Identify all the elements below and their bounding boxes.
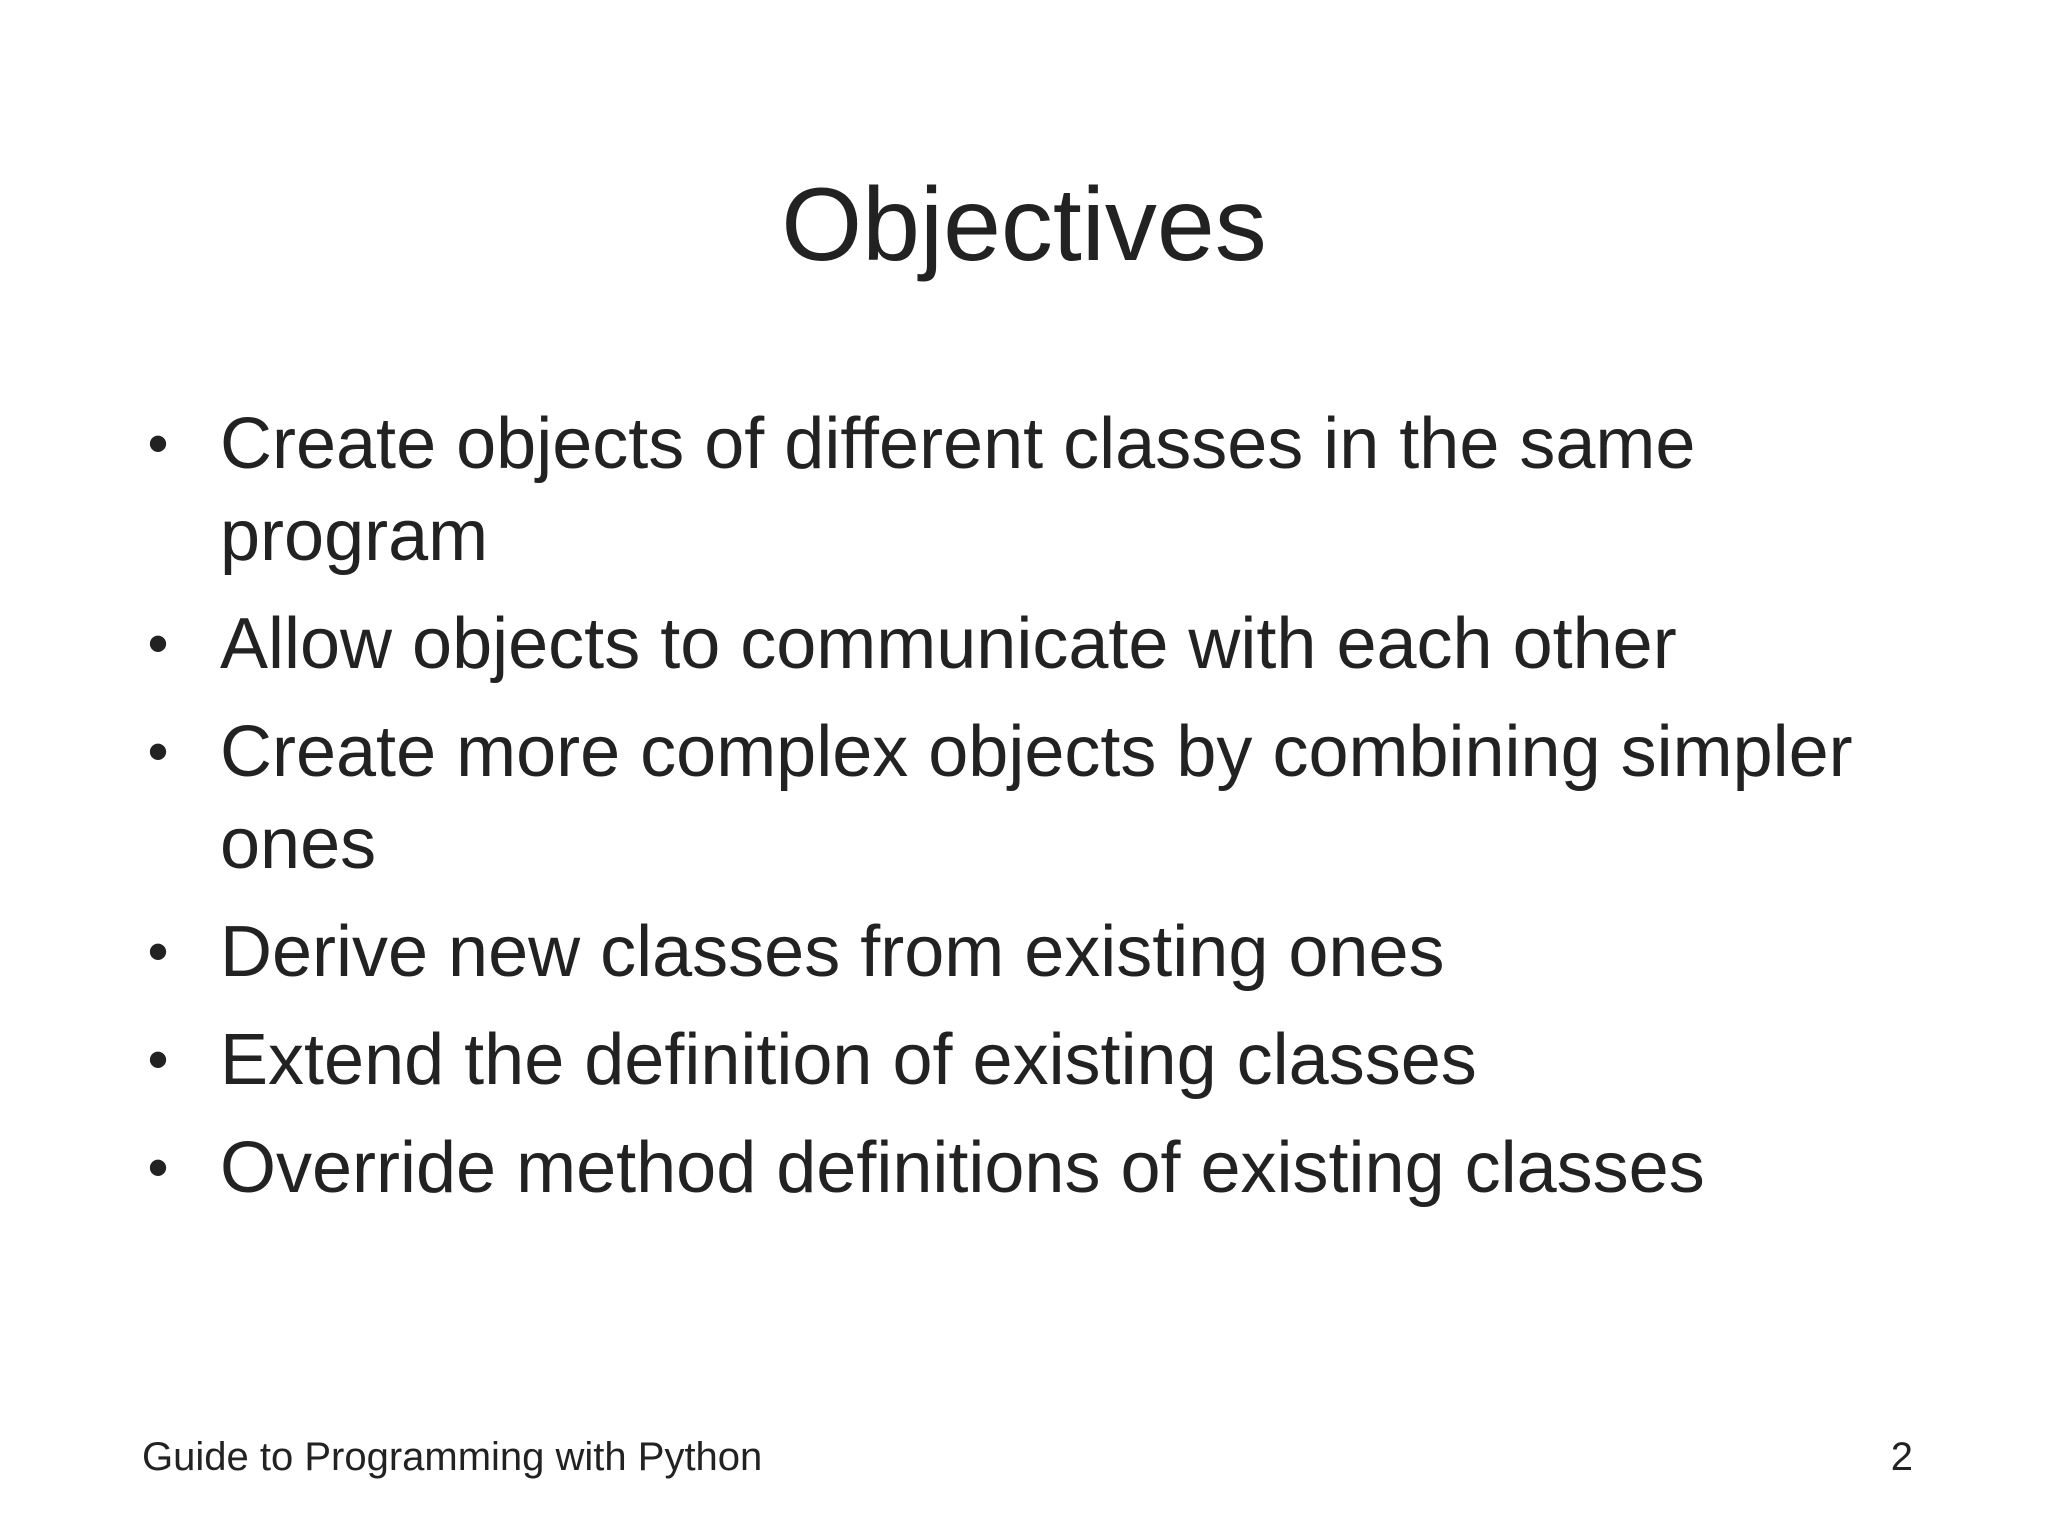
- footer-book-title: Guide to Programming with Python: [142, 1435, 763, 1479]
- bullet-item: [140, 1014, 1940, 1106]
- bullet-icon: •: [147, 918, 169, 985]
- slide-page-number: 2: [1890, 1435, 1913, 1479]
- bullet-item: [140, 706, 1940, 890]
- bullet-item: [140, 1122, 1940, 1214]
- slide-title: Objectives: [781, 167, 1267, 283]
- bullet-text: Allow objects to communicate with each other: [220, 604, 1677, 684]
- bullet-text: Create objects of different classes in the same program: [220, 404, 1696, 576]
- bullet-icon: •: [147, 1134, 169, 1201]
- bullet-icon: •: [147, 1026, 169, 1093]
- bullet-text: Derive new classes from existing ones: [220, 912, 1445, 992]
- bullet-text: Create more complex objects by combining simpler ones: [220, 712, 1853, 884]
- bullet-icon: •: [147, 610, 169, 677]
- bullet-text: Override method definitions of existing classes: [220, 1128, 1705, 1208]
- bullet-item: [140, 598, 1940, 690]
- bullet-item: [140, 906, 1940, 998]
- bullet-icon: •: [147, 410, 169, 477]
- bullet-item: [140, 398, 1940, 582]
- bullet-list: [140, 398, 1940, 1230]
- bullet-text: Extend the definition of existing classes: [220, 1020, 1477, 1100]
- bullet-icon: •: [147, 718, 169, 785]
